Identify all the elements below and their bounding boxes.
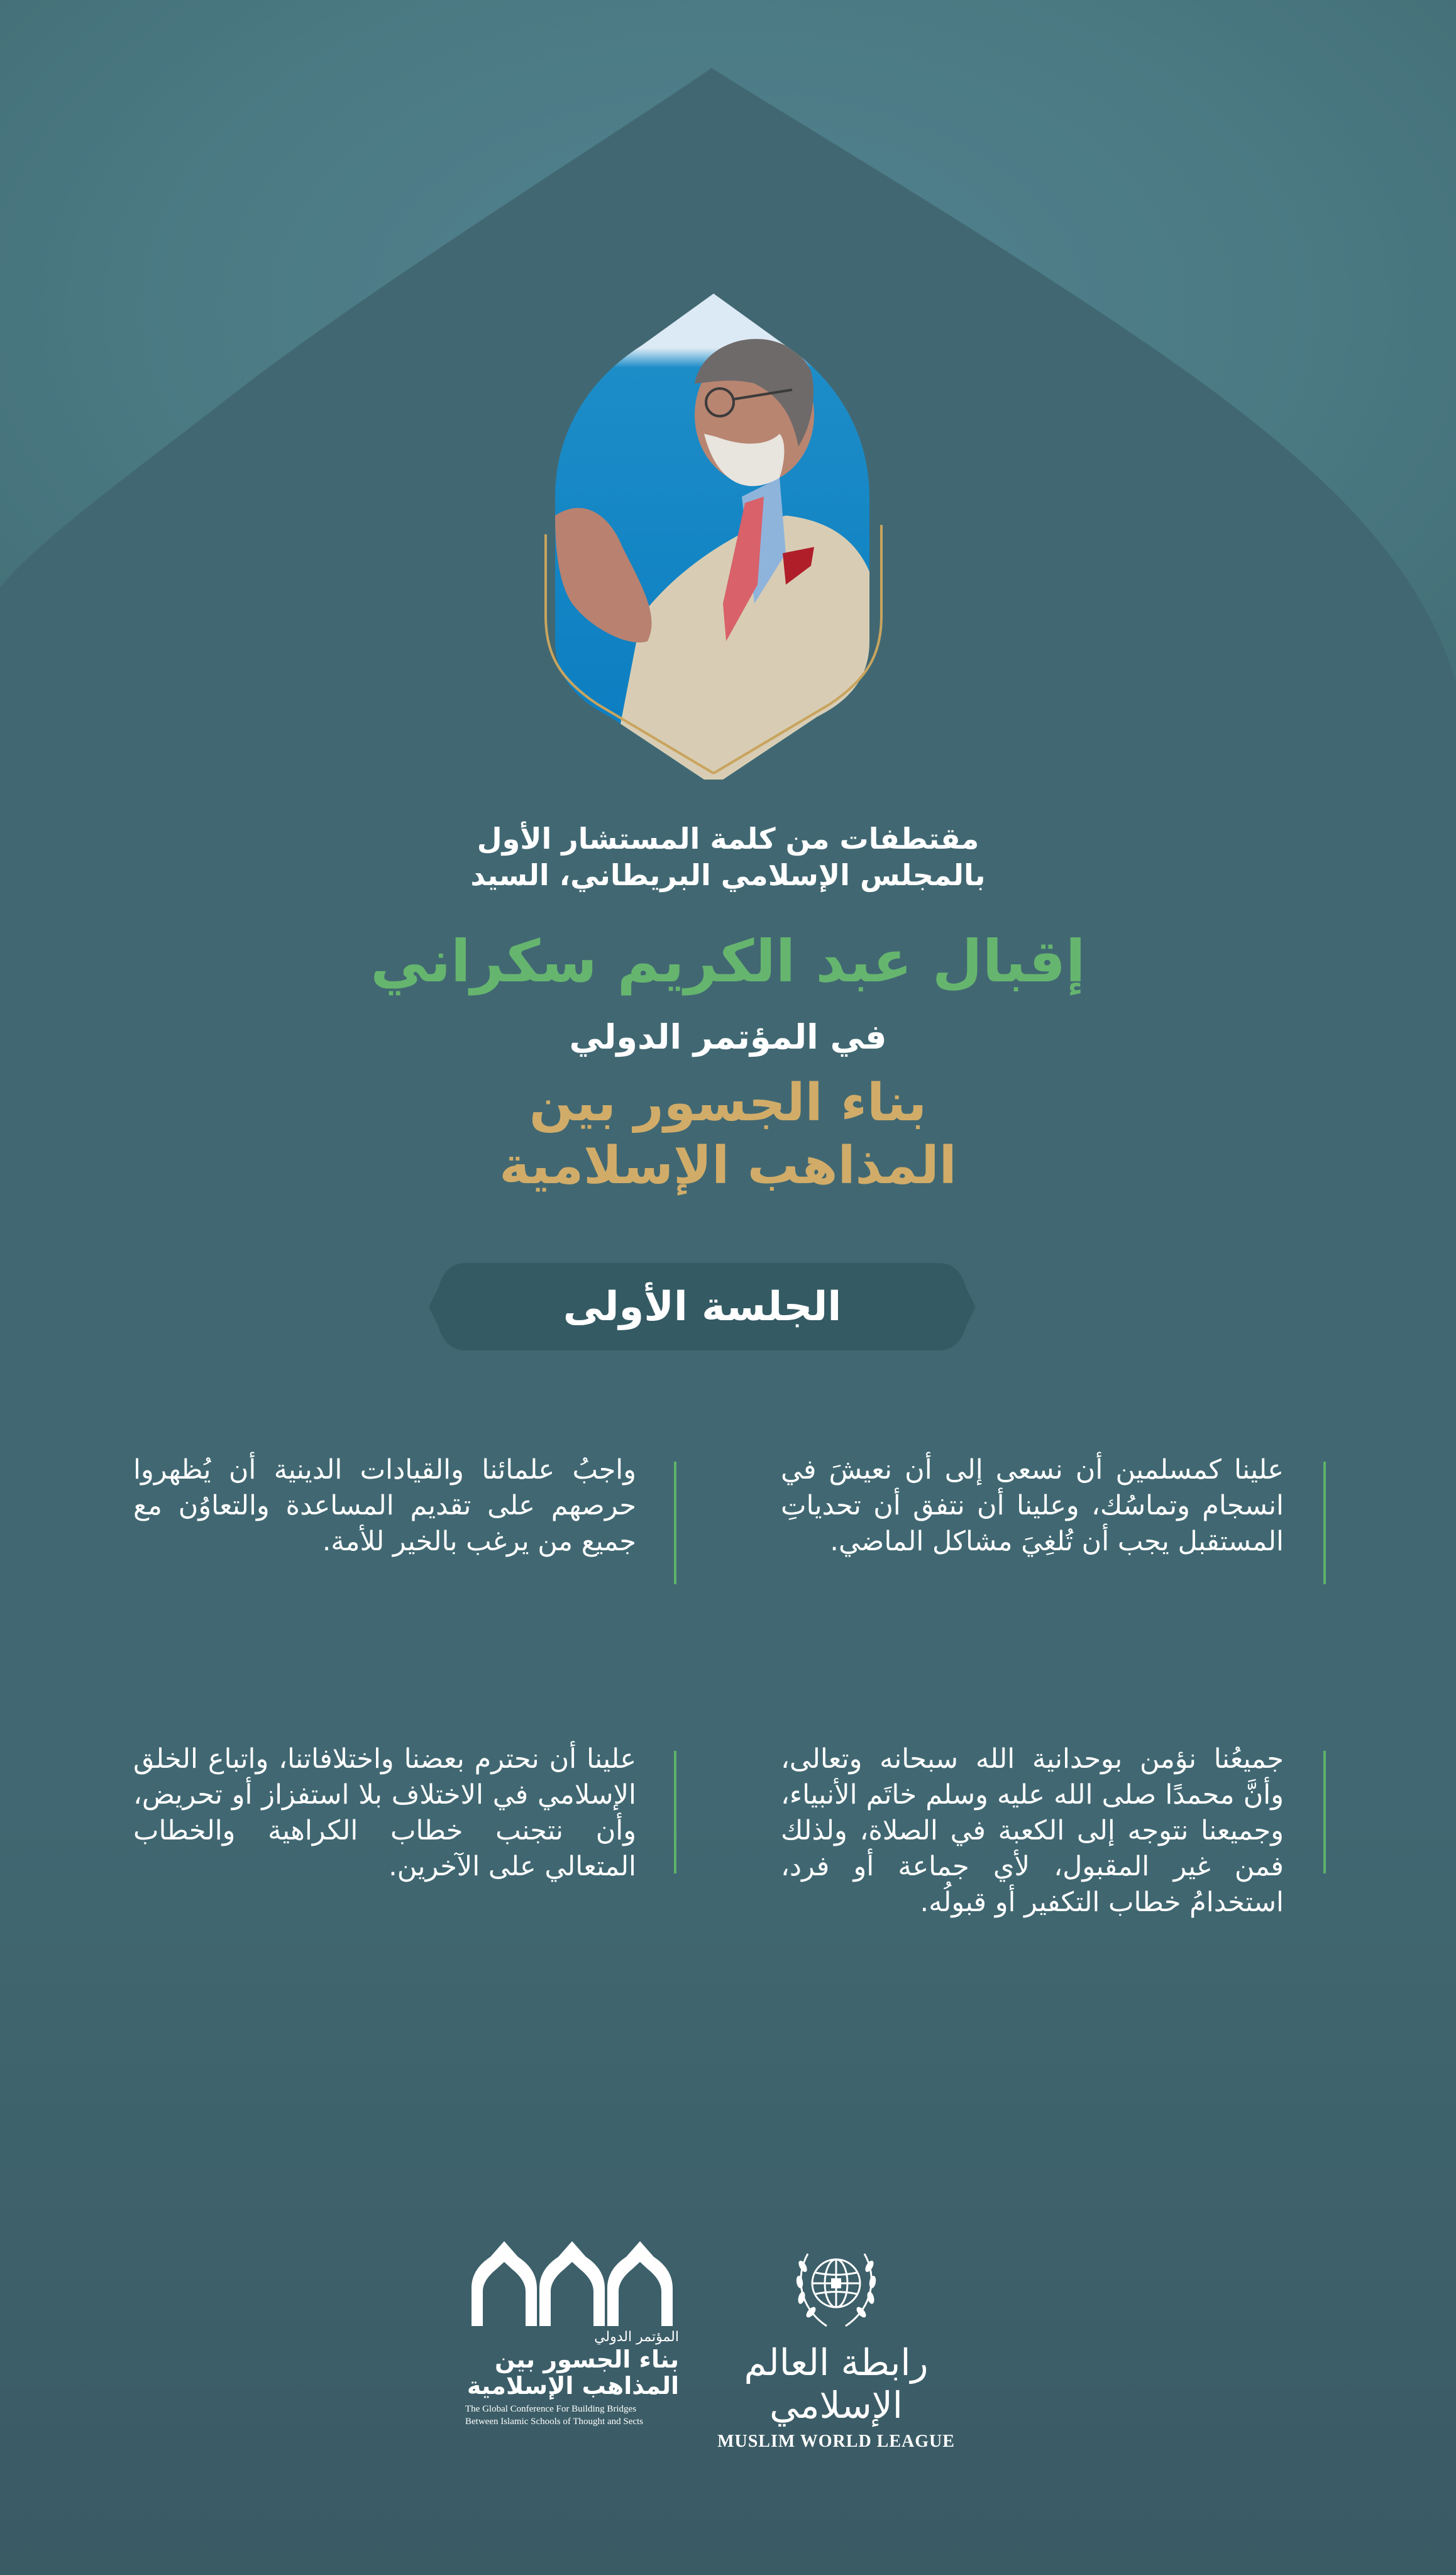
quote-4: علينا أن نحترم بعضنا واختلافاتنا، واتباع الخلق الإسلامي في الاختلاف بلا استفزاز أو تحريض، وأن نتجنب خطاب الكراهية والخطاب المتعالي على الآخرين. <box>133 1743 636 1882</box>
mwl-arabic-name: رابطة العالم الإسلامي <box>744 2341 929 2427</box>
conference-logo-line-2: المذاهب الإسلامية <box>466 2372 679 2400</box>
session-badge <box>429 1263 976 1350</box>
arches-icon <box>465 2238 679 2326</box>
conference-logo-english-line-1: The Global Conference For Building Bridges <box>465 2404 637 2414</box>
footer-logos <box>0 2225 1456 2452</box>
conference-logo-english-line-2: Between Islamic Schools of Thought and Sects <box>465 2417 644 2427</box>
conference-prefix: في المؤتمر الدولي <box>569 1017 887 1057</box>
speaker-photo <box>516 289 912 780</box>
intro-line-1: مقتطفات من كلمة المستشار الأول <box>477 822 979 856</box>
intro-text <box>0 820 1456 893</box>
conference-logo-small: المؤتمر الدولي <box>594 2329 679 2345</box>
intro-line-2: بالمجلس الإسلامي البريطاني، السيد <box>470 858 986 892</box>
conference-title-line-2: المذاهب الإسلامية <box>499 1136 957 1196</box>
quote-3: جميعُنا نؤمن بوحدانية الله سبحانه وتعالى، وأنَّ محمدًا صلى الله عليه وسلم خاتَم الأنبياء، وجميعنا نتوجه إلى الكعبة في الصلاة، ولذلك فمن غير المقبول، لأي جماعة أو فرد، استخدامُ خطاب التكفير أو قبولُه. <box>781 1743 1284 1918</box>
muslim-world-league-logo <box>717 2238 956 2452</box>
quote-divider-4 <box>674 1751 676 1873</box>
quote-divider-2 <box>674 1462 676 1584</box>
speaker-name: إقبال عبد الكريم سكراني <box>370 928 1086 995</box>
mwl-english-name: MUSLIM WORLD LEAGUE <box>717 2432 955 2451</box>
conference-title-line-1: بناء الجسور بين <box>529 1073 927 1133</box>
conference-logo-line-1: بناء الجسور بين <box>495 2346 679 2373</box>
globe-wreath-icon <box>789 2238 883 2332</box>
quote-2: واجبُ علمائنا والقيادات الدينية أن يُظهروا حرصهم على تقديم المساعدة والتعاوُن مع جميع من يرغب بالخير للأمة. <box>133 1454 636 1557</box>
session-label: الجلسة الأولى <box>563 1283 842 1330</box>
conference-title <box>0 1072 1456 1198</box>
conference-logo <box>465 2238 679 2428</box>
quote-1: علينا كمسلمين أن نسعى إلى أن نعيشَ في انسجام وتماسُك، وعلينا أن نتفق أن تحدياتِ المستقبل يجب أن تُلغِيَ مشاكل الماضي. <box>781 1454 1284 1557</box>
conference-logo-english <box>465 2403 679 2428</box>
conference-logo-arabic <box>465 2329 679 2399</box>
quote-divider-1 <box>1323 1462 1326 1584</box>
quote-divider-3 <box>1323 1751 1326 1873</box>
